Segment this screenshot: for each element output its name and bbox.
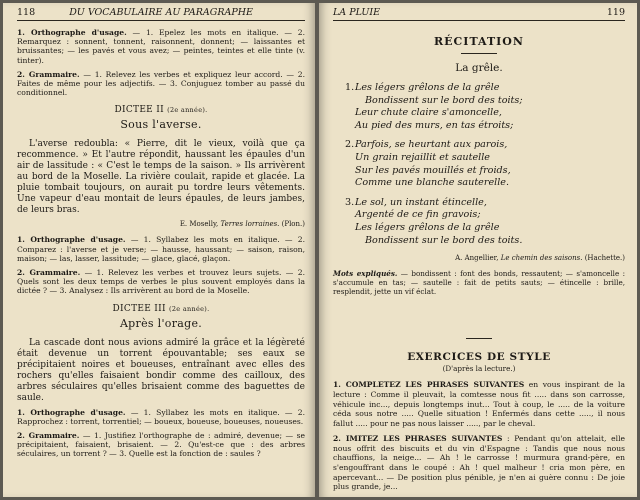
poem-line: Les légers grêlons de la grêle [355,221,500,233]
poem-line: Comme une blanche sauterelle. [355,177,509,189]
exercise-text: : Pendant qu'on attelait, elle nous offrit des biscuits et du vin d'Espagne : Tandis que nous nous chauffions, la neige... — Ah ! le carrosse ! murmura grand-père, en s'engouffrant dans le coupé : Ah ! quel malheur ! cria mon père, en apercevant... — De position plus pénible, je n'en ai guère connu : De joie plus grande, je... [333,434,626,492]
dictee-3-exercise-grammaire [17,431,305,459]
poem-line: 3.Le sol, un instant étincelle, [345,196,487,208]
author: E. Moselly, [179,220,221,229]
recitation-title: RÉCITATION [434,35,524,48]
work-title: Terres lorraines. [220,220,280,229]
exercise-label: 2. Grammaire. [17,69,80,79]
dictee-3-text-title: Après l'orage. [119,316,203,330]
right-running-head [333,7,625,21]
title-divider [461,53,497,54]
exercise-label: 1. Orthographe d'usage. [17,235,126,245]
style-exercises-title: EXERCICES DE STYLE [407,351,551,364]
poem-attribution [333,254,625,262]
dictee-2-exercise-orthographe [17,235,305,263]
publisher: (Plon.) [279,220,305,229]
poem-title: La grêle. [455,62,503,74]
exercise-text: — 1. Syllabez les mots en italique. — 2. Rapprochez : torrent, torrentiel; — boueux, boueuse, boueuses, noueuses. [17,407,305,426]
section-divider [466,338,492,339]
dictee-2-heading [17,105,305,115]
style-exercise-2 [333,434,625,492]
poem-line: Bondissent sur le bord des toits; [365,94,523,106]
exercise-text: — 1. Justifiez l'orthographe de : admiré, devenue; — se précipitaient, faisaient, brisaient. — 2. Qu'est-ce que : des arbres séculaires, un torrent ? — 3. Quelle est la fonction de : saules ? [17,431,305,459]
stanza-number: 3. [345,196,355,208]
left-running-head [17,7,305,21]
intro-exercise-orthographe [17,28,305,65]
exercise-label: 2. Grammaire. [17,431,80,441]
dictee-3-exercise-orthographe [17,408,305,426]
stanza-number: 1. [345,82,355,93]
left-page-number: 118 [17,7,36,18]
dictee-2-title: DICTEE II [114,105,164,116]
explained-label: Mots expliqués. [333,269,398,279]
exercise-text: — 1. Relevez les verbes et expliquez leur accord. — 2. Faites de même pour les adjectifs. — 3. Conjuguez tomber au passé du conditionnel. [17,69,305,98]
poem-line: 2.Parfois, se heurtant aux parois, [345,139,508,151]
poem-line: 1.Les légers grêlons de la grêle [345,82,500,93]
poem-line: Bondissent sur le bord des toits. [365,234,523,246]
right-running-title: LA PLUIE [333,7,381,18]
exercise-text: — 1. Syllabez les mots en italique. — 2. Comparez : l'averse et je verse; — hausse, haussant; — saison, raison, maison; — las, lasser, lassitude; — glace, glacé, glaçon. [17,235,305,263]
explained-words [333,269,625,296]
poem-line: Sur les pavés mouillés et froids, [355,164,511,176]
exercise-text: — 1. Epelez les mots en italique. — 2. Remarquez : sonnent, tonnent, raisonnent, donnent; — laissantes et bruissantes; — les pavés et vous avez; — peintes, teintes et elle tinte (v. tinter). [17,28,305,65]
exercise-text: — 1. Relevez les verbes et trouvez leurs sujets. — 2. Quels sont les deux temps de verbes le plus souvent employés dans la dictée ? — 3. Analysez : Ils arrivèrent au bord de la Moselle. [17,268,305,296]
exercise-text: en vous inspirant de la lecture : Comme il pleuvait, la comtesse nous fit ..... dans son carrosse, véhicule inc..., depuis longtemps inut... Tout à coup, le ..... de la voiture céda sous notre ..... Quelle situation ! Enfermés dans cette ....., il nous fallut ..... pour ne pas nous laisser ....., par le cheval. [333,380,625,428]
explained-text: — bondissent : font des bonds, ressautent; — s'amoncelle : s'accumule en tas; — sautelle : fait de petits sauts; — étincelle : brille, resplendit, jette un vif éclat. [333,269,625,297]
dictee-2-prose: L'averse redoubla: « Pierre, dit le vieux, voilà que ça recommence. » Et l'autre répondit, haussant les épaules d'un air de lassitude : « C'est le temps de la saison. » Ils arrivèrent au bord de la Moselle. La rivière coulait, rapide et glacée. La pluie tombait toujours, on aurait pu tordre leurs vêtements. Une vapeur d'eau montait de leurs épaules, de leurs jambes, de leurs bras. [17,139,305,216]
exercise-label: 2. IMITEZ LES PHRASES SUIVANTES [333,434,503,444]
style-exercises-subtitle: (D'après la lecture.) [442,364,516,374]
left-page [3,3,315,497]
poem-line: Leur chute claire s'amoncelle, [355,107,502,119]
dictee-2-attribution [17,220,305,228]
left-running-title: DU VOCABULAIRE AU PARAGRAPHE [69,7,253,18]
right-page [319,3,637,497]
style-exercise-1 [333,380,625,428]
dictee-3-title: DICTEE III [112,303,166,314]
intro-exercise-grammaire [17,70,305,98]
poem-stanza-1 [345,82,625,132]
exercise-label: 1. COMPLETEZ LES PHRASES SUIVANTES [333,380,525,390]
poem-line: Au pied des murs, en tas étroits; [355,119,514,131]
dictee-2-text-title: Sous l'averse. [120,118,202,132]
dictee-2-exercise-grammaire [17,268,305,296]
poem-stanza-3 [345,196,625,247]
author: A. Angellier, [455,254,501,263]
poem-line: Un grain rejaillit et sautelle [355,151,490,163]
exercise-label: 1. Orthographe d'usage. [17,407,126,417]
publisher: (Hachette.) [582,254,625,263]
exercise-label: 2. Grammaire. [17,268,81,278]
dictee-3-year: (2e année). [169,304,210,313]
right-page-number: 119 [606,7,625,18]
dictee-3-heading [17,304,305,314]
dictee-3-prose: La cascade dont nous avions admiré la grâce et la légèreté était devenue un torrent épouvantable; ses eaux se précipitaient noires et boueuses, entraînant avec elles des rochers qu'elles faisaient bondir comme des cailloux, des arbres séculaires qu'elles brisaient comme des baguettes de saule. [17,337,305,403]
exercise-label: 1. Orthographe d'usage. [17,28,127,37]
poem-stanza-2 [345,139,625,189]
stanza-number: 2. [345,139,355,151]
work-title: Le chemin des saisons. [500,254,583,263]
poem-line: Argenté de ce fin gravois; [355,209,481,221]
dictee-2-year: (2e année). [167,106,208,115]
